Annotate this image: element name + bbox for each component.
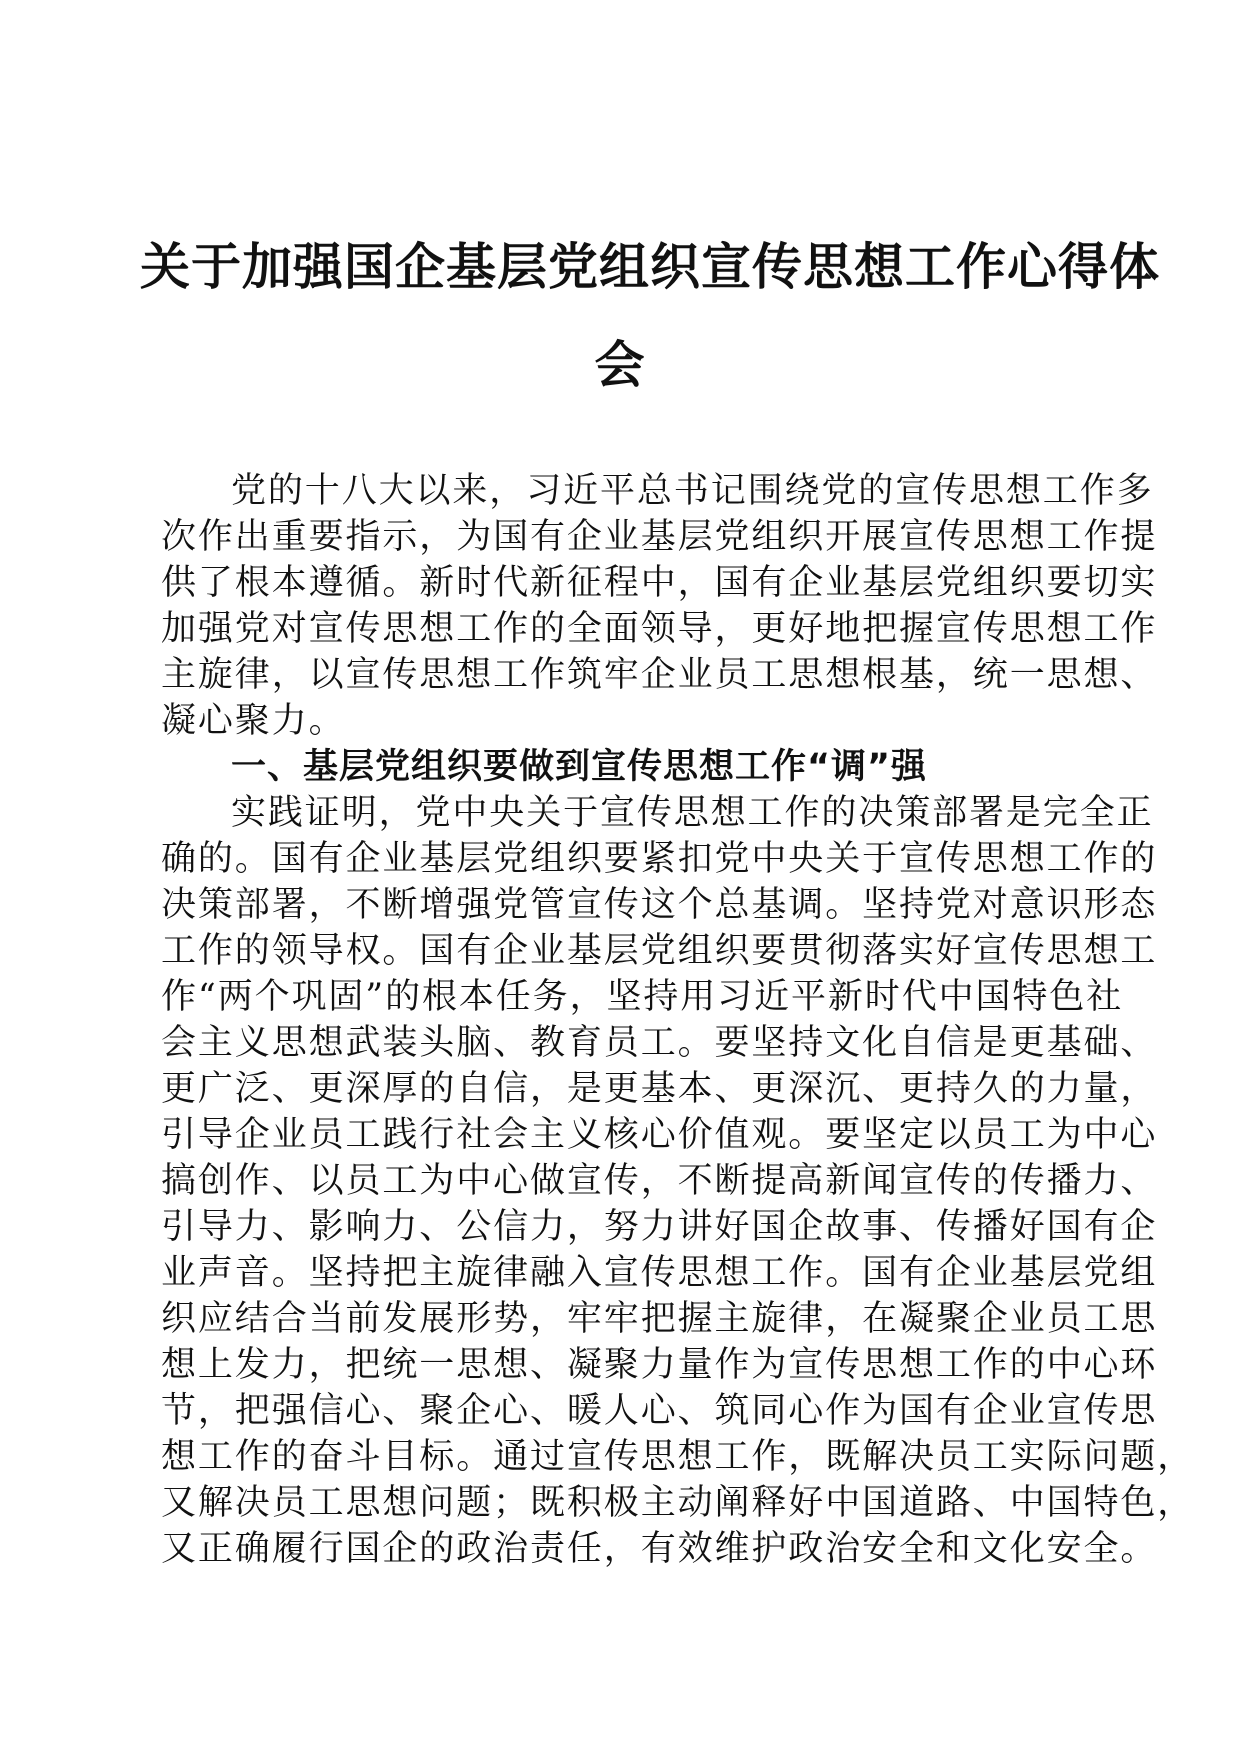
- paragraph-intro: [161, 468, 1158, 744]
- paragraph-line: 更广泛、更深厚的自信，是更基本、更深沉、更持久的力量，: [161, 1069, 1158, 1109]
- paragraph-line: 想上发力，把统一思想、凝聚力量作为宣传思想工作的中心环: [161, 1345, 1158, 1385]
- paragraph-line: 引导企业员工践行社会主义核心价值观。要坚定以员工为中心: [161, 1115, 1158, 1155]
- paragraph-line: 搞创作、以员工为中心做宣传，不断提高新闻宣传的传播力、: [161, 1161, 1158, 1201]
- paragraph-line: 供了根本遵循。新时代新征程中，国有企业基层党组织要切实: [161, 563, 1158, 603]
- paragraph-line: 党的十八大以来，习近平总书记围绕党的宣传思想工作多: [231, 471, 1154, 511]
- paragraph-section-1: [161, 790, 1195, 1572]
- title-line: 会: [594, 335, 646, 394]
- section-heading: 一、基层党组织要做到宣传思想工作“调”强: [231, 747, 928, 787]
- title-line: 关于加强国企基层党组织宣传思想工作心得体: [140, 237, 1160, 296]
- paragraph-line: 会主义思想武装头脑、教育员工。要坚持文化自信是更基础、: [161, 1023, 1158, 1063]
- paragraph-line: 次作出重要指示，为国有企业基层党组织开展宣传思想工作提: [161, 517, 1158, 557]
- paragraph-line: 凝心聚力。: [161, 701, 346, 741]
- document-body: [161, 468, 1195, 1572]
- paragraph-line: 又解决员工思想问题；既积极主动阐释好中国道路、中国特色，: [161, 1483, 1195, 1523]
- paragraph-line: 织应结合当前发展形势，牢牢把握主旋律，在凝聚企业员工思: [161, 1299, 1158, 1339]
- paragraph-line: 确的。国有企业基层党组织要紧扣党中央关于宣传思想工作的: [161, 839, 1158, 879]
- document-title: [140, 218, 1160, 414]
- paragraph-line: 引导力、影响力、公信力，努力讲好国企故事、传播好国有企: [161, 1207, 1158, 1247]
- paragraph-line: 工作的领导权。国有企业基层党组织要贯彻落实好宣传思想工: [161, 931, 1158, 971]
- paragraph-line: 作“两个巩固”的根本任务，坚持用习近平新时代中国特色社: [161, 977, 1124, 1017]
- paragraph-line: 加强党对宣传思想工作的全面领导，更好地把握宣传思想工作: [161, 609, 1158, 649]
- paragraph-line: 节，把强信心、聚企心、暖人心、筑同心作为国有企业宣传思: [161, 1391, 1158, 1431]
- paragraph-line: 决策部署，不断增强党管宣传这个总基调。坚持党对意识形态: [161, 885, 1158, 925]
- paragraph-line: 实践证明，党中央关于宣传思想工作的决策部署是完全正: [231, 793, 1154, 833]
- paragraph-line: 业声音。坚持把主旋律融入宣传思想工作。国有企业基层党组: [161, 1253, 1158, 1293]
- paragraph-line: 主旋律，以宣传思想工作筑牢企业员工思想根基，统一思想、: [161, 655, 1158, 695]
- paragraph-line: 想工作的奋斗目标。通过宣传思想工作，既解决员工实际问题，: [161, 1437, 1195, 1477]
- paragraph-line: 又正确履行国企的政治责任，有效维护政治安全和文化安全。: [161, 1529, 1158, 1569]
